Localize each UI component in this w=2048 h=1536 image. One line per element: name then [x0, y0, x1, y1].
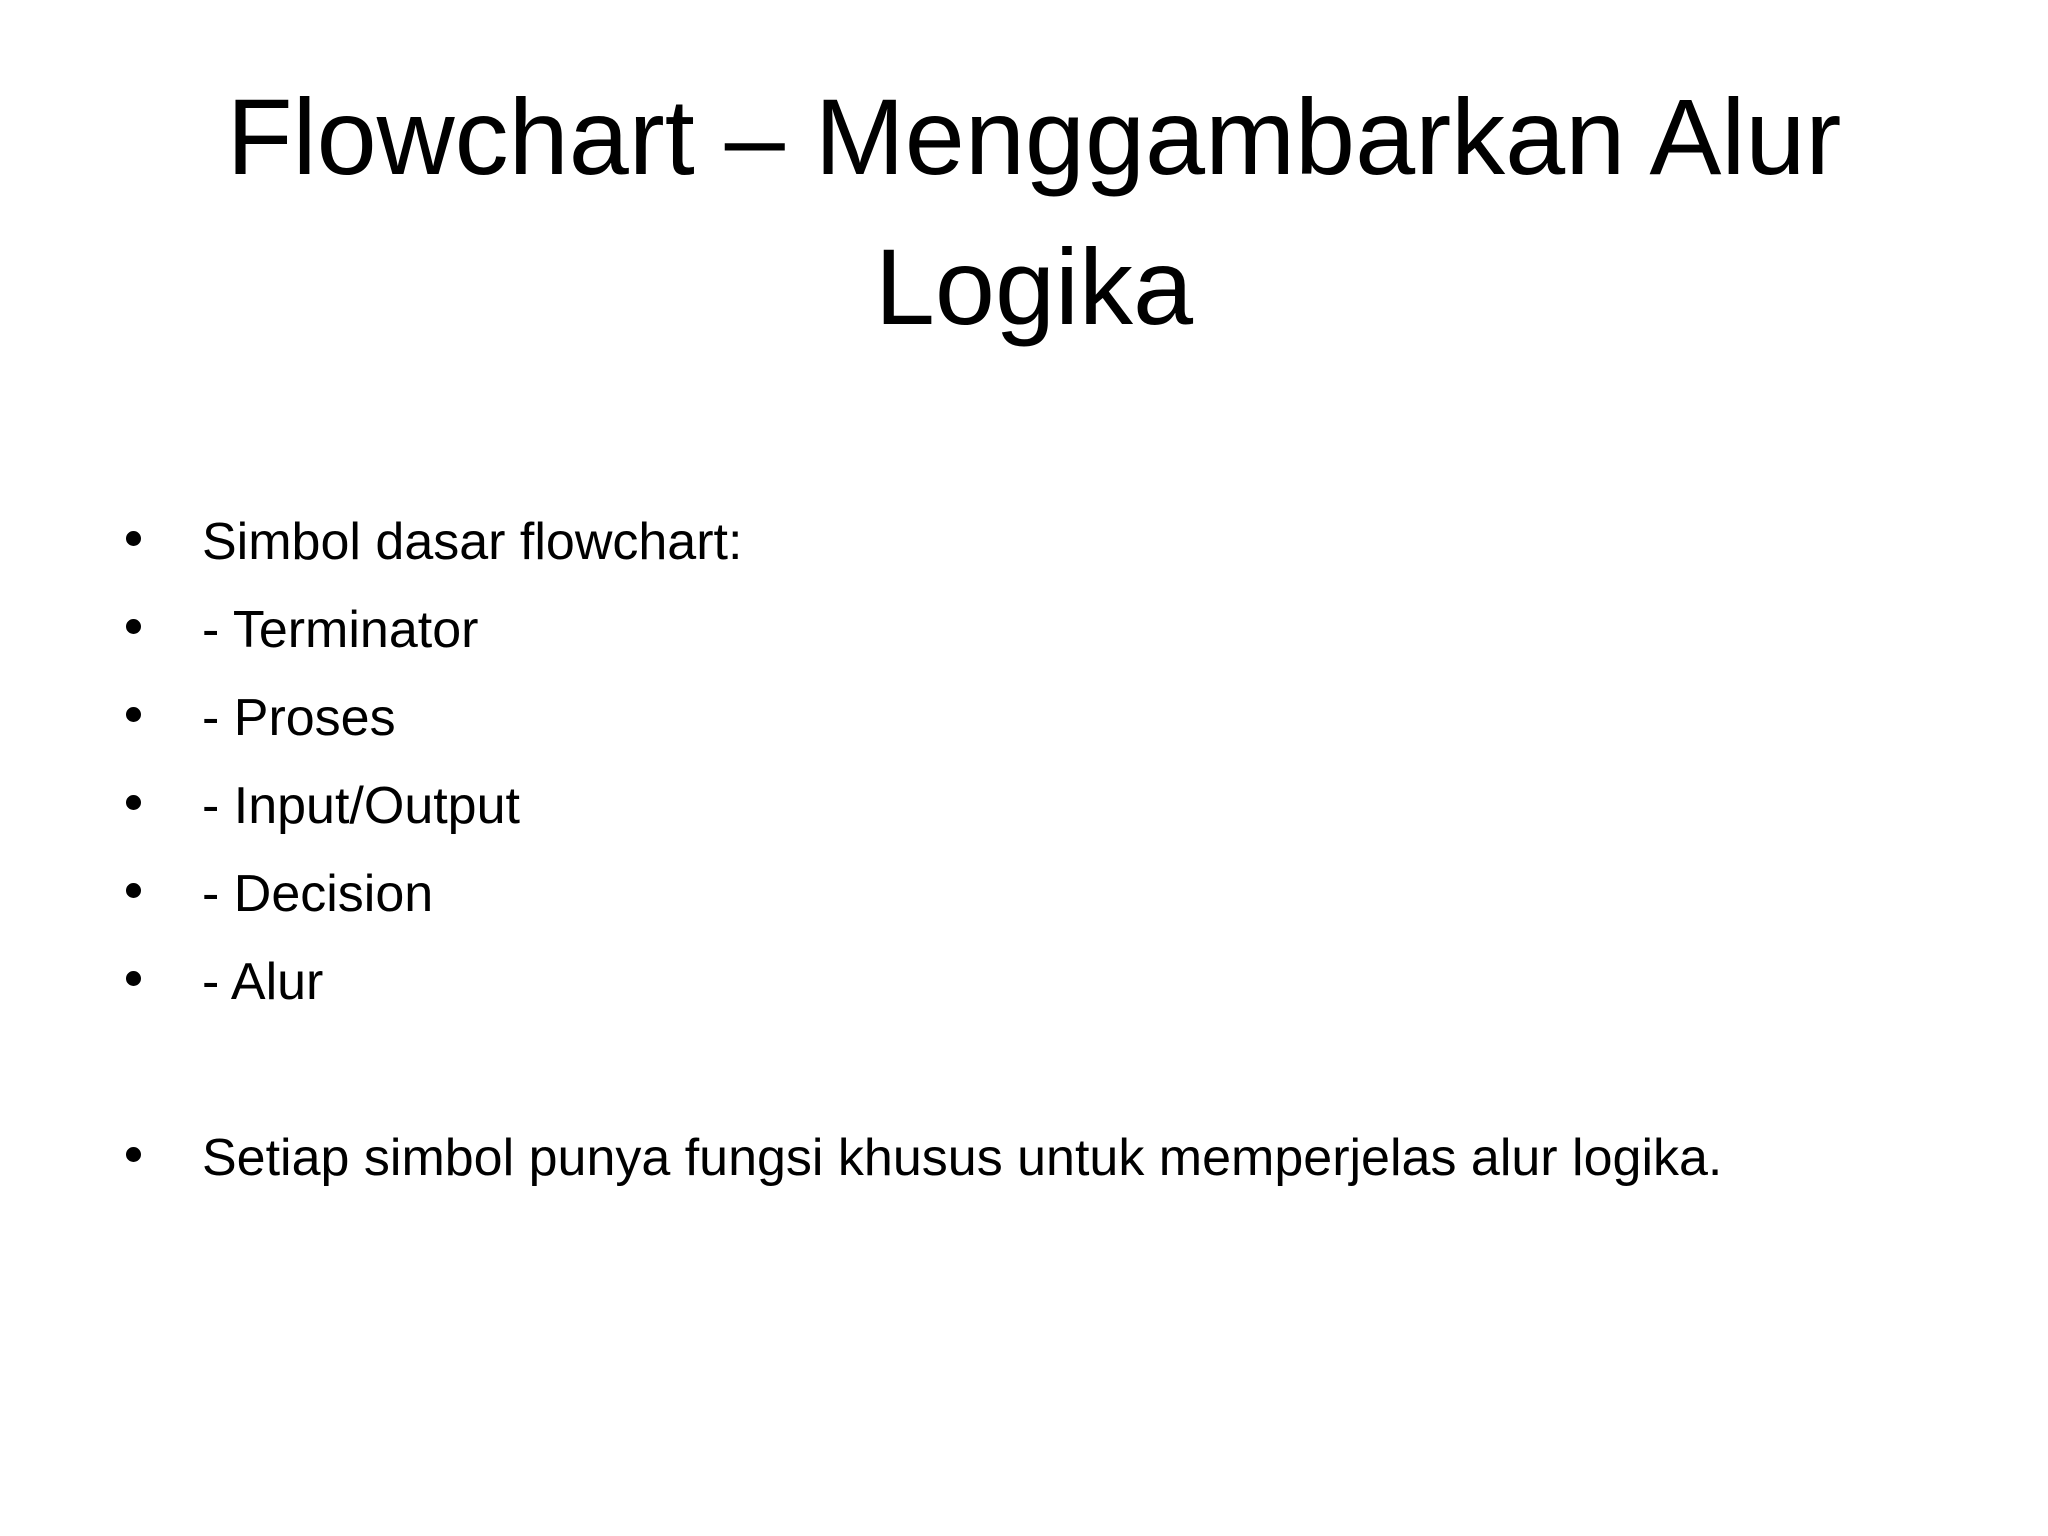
bullet-dot-icon — [126, 1147, 141, 1162]
bullet-dot-icon — [126, 795, 141, 810]
bullet-text: Setiap simbol punya fungsi khusus untuk memperjelas alur logika. — [202, 1129, 1723, 1187]
bullet-spacer — [118, 1026, 1968, 1114]
bullet-dot-icon — [126, 619, 141, 634]
bullet-text: - Terminator — [202, 601, 479, 659]
bullet-item — [118, 586, 1968, 674]
bullet-dot-icon — [126, 707, 141, 722]
bullet-text: - Input/Output — [202, 777, 520, 835]
bullet-item — [118, 762, 1968, 850]
bullet-text: - Decision — [202, 865, 434, 923]
slide-title: Flowchart – Menggambarkan Alur Logika — [226, 76, 1842, 347]
bullet-text: - Proses — [202, 689, 396, 747]
bullet-item — [118, 850, 1968, 938]
bullet-text: Simbol dasar flowchart: — [202, 513, 743, 571]
bullet-dot-icon — [126, 531, 141, 546]
bullet-item — [118, 938, 1968, 1026]
bullet-item — [118, 1114, 1968, 1202]
bullet-dot-icon — [126, 971, 141, 986]
bullet-item — [118, 498, 1968, 586]
bullet-text: - Alur — [202, 953, 324, 1011]
bullet-item — [118, 674, 1968, 762]
bullet-list — [118, 498, 1968, 1202]
bullet-dot-icon — [126, 883, 141, 898]
